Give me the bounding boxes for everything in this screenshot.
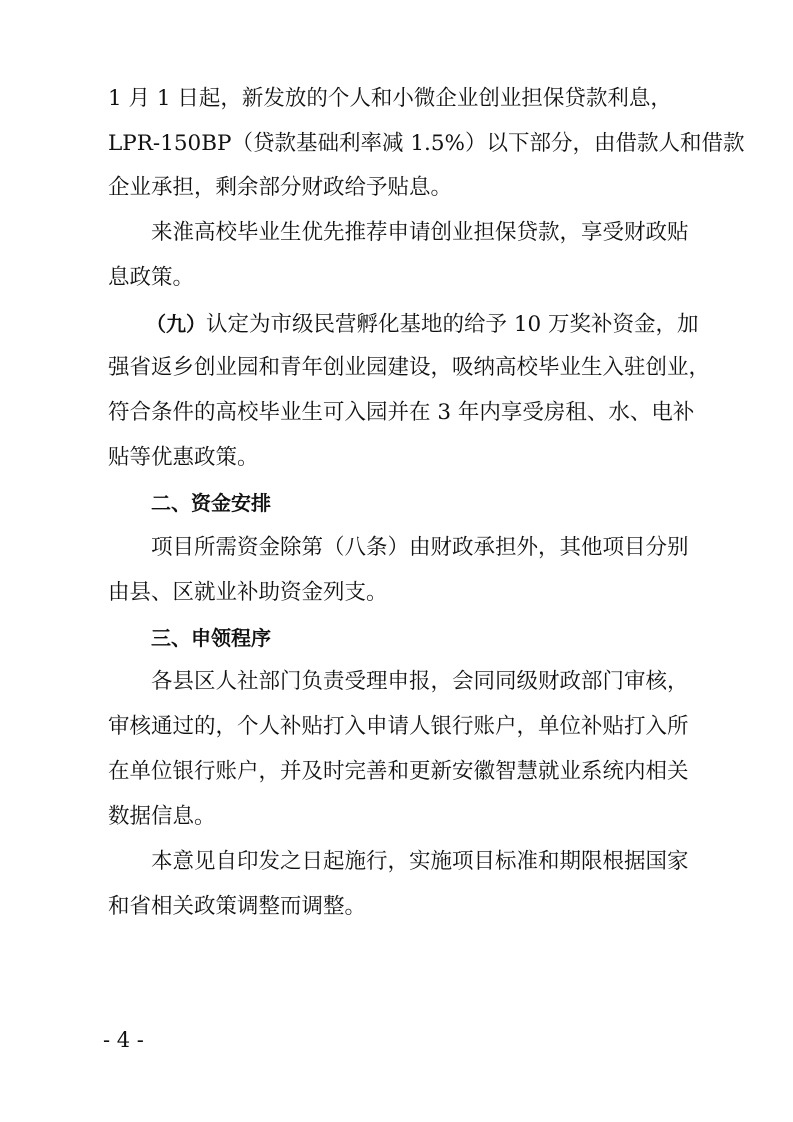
- paragraph-5-line-3: 在单位银行账户，并及时完善和更新安徽智慧就业系统内相关: [108, 759, 689, 784]
- section-heading-funding: 二、资金安排: [151, 491, 271, 515]
- item-nine-text: 认定为市级民营孵化基地的给予 10 万奖补资金，加: [206, 312, 699, 337]
- paragraph-5-line-2: 审核通过的，个人补贴打入申请人银行账户，单位补贴打入所: [108, 714, 689, 739]
- paragraph-6-line-1: 本意见自印发之日起施行，实施项目标准和期限根据国家: [151, 849, 689, 874]
- section-heading-application: 三、申领程序: [151, 626, 271, 650]
- item-nine-label: （九）: [146, 312, 206, 336]
- paragraph-3-line-3: 符合条件的高校毕业生可入园并在 3 年内享受房租、水、电补: [108, 400, 695, 425]
- paragraph-4-line-2: 由县、区就业补助资金列支。: [108, 580, 388, 605]
- paragraph-1-line-3: 企业承担，剩余部分财政给予贴息。: [108, 175, 453, 200]
- paragraph-2-line-1: 来淮高校毕业生优先推荐申请创业担保贷款，享受财政贴: [151, 220, 689, 245]
- paragraph-1-line-2: LPR-150BP（贷款基础利率减 1.5%）以下部分，由借款人和借款: [108, 131, 745, 156]
- paragraph-4-line-1: 项目所需资金除第（八条）由财政承担外，其他项目分别: [151, 535, 689, 560]
- page-number: - 4 -: [103, 1028, 144, 1052]
- paragraph-2-line-2: 息政策。: [108, 265, 195, 290]
- paragraph-3-line-4: 贴等优惠政策。: [108, 445, 259, 470]
- paragraph-3-line-2: 强省返乡创业园和青年创业园建设，吸纳高校毕业生入驻创业，: [108, 355, 711, 380]
- paragraph-1-line-1: 1 月 1 日起，新发放的个人和小微企业创业担保贷款利息，: [108, 86, 672, 111]
- paragraph-3-line-1: [146, 309, 699, 339]
- paragraph-5-line-1: 各县区人社部门负责受理申报，会同同级财政部门审核，: [151, 669, 689, 694]
- paragraph-6-line-2: 和省相关政策调整而调整。: [108, 894, 367, 919]
- paragraph-5-line-4: 数据信息。: [108, 804, 216, 829]
